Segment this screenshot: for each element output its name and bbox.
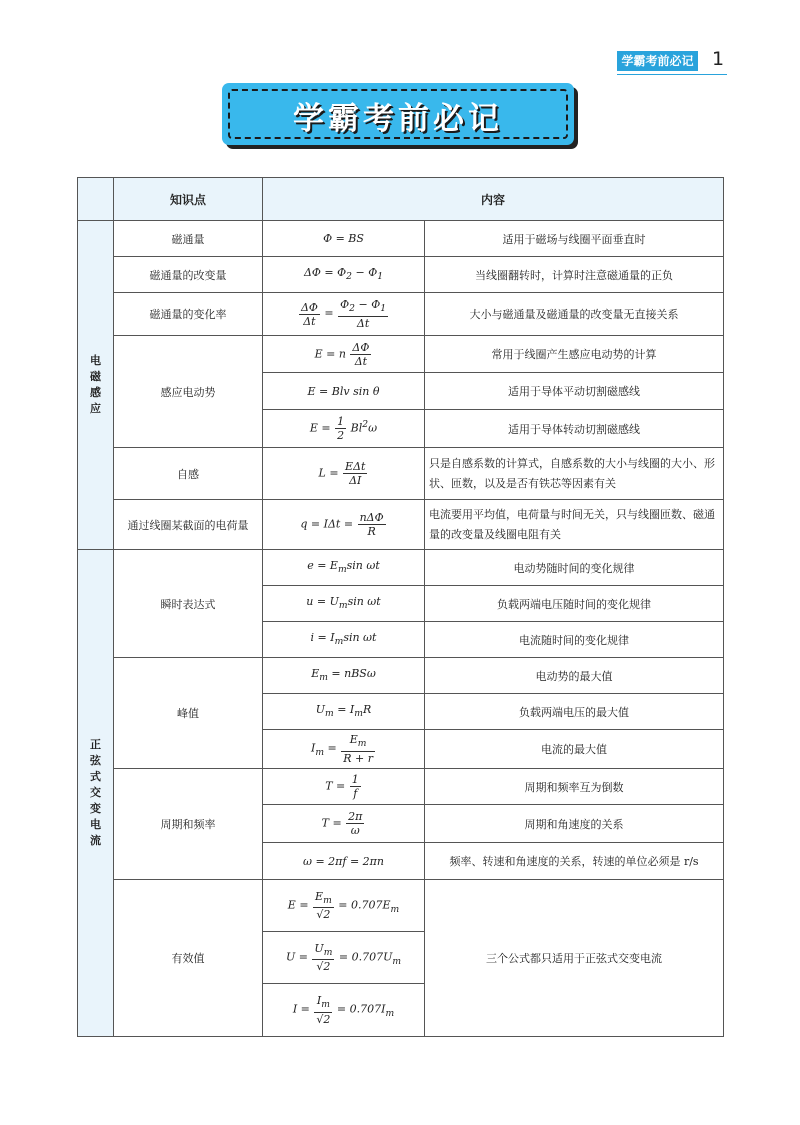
point-instant: 瞬时表达式	[114, 550, 263, 658]
desc-peak-b: 负载两端电压的最大值	[425, 694, 724, 730]
header-content: 内容	[263, 178, 724, 221]
formula-period-b: T = $\frac{2\pi}{\omega}$	[263, 805, 425, 843]
desc-period-b: 周期和角速度的关系	[425, 805, 724, 843]
point-self-induction: 自感	[114, 448, 263, 500]
formula-instant-c: $i = I_m\sin$ ωt	[263, 622, 425, 658]
knowledge-table	[77, 177, 724, 1037]
formula-flux-change: $\Delta\Phi = \Phi_2 - \Phi_1$	[263, 257, 425, 293]
header-rule	[617, 74, 727, 75]
title-banner	[222, 83, 574, 145]
point-charge: 通过线圈某截面的电荷量	[114, 500, 263, 550]
desc-emf-c: 适用于导体转动切割磁感线	[425, 410, 724, 448]
formula-flux-rate: $\frac{\Delta\Phi}{\Delta t}$ = $\frac{\Phi_2 - \Phi_1}{\Delta t}$	[263, 293, 425, 336]
desc-peak-a: 电动势的最大值	[425, 658, 724, 694]
desc-period-a: 周期和频率互为倒数	[425, 769, 724, 805]
header-point: 知识点	[114, 178, 263, 221]
page-number: 1	[712, 48, 725, 70]
point-flux-change: 磁通量的改变量	[114, 257, 263, 293]
formula-emf-a: E = n $\frac{\Delta\Phi}{\Delta t}$	[263, 336, 425, 373]
desc-peak-c: 电流的最大值	[425, 730, 724, 769]
formula-self-induction: L = $\frac{\text{EΔt}}{\Delta I}$	[263, 448, 425, 500]
desc-emf-a: 常用于线圈产生感应电动势的计算	[425, 336, 724, 373]
desc-instant-a: 电动势随时间的变化规律	[425, 550, 724, 586]
section-em	[78, 221, 114, 550]
point-emf: 感应电动势	[114, 336, 263, 448]
desc-instant-c: 电流随时间的变化规律	[425, 622, 724, 658]
formula-emf-b: E = Blv sin θ	[263, 373, 425, 410]
formula-flux: Φ = BS	[263, 221, 425, 257]
formula-emf-c: E = $\frac{1}{2}$ Bl$^2$ω	[263, 410, 425, 448]
formula-period-c: ω = 2πf = 2πn	[263, 843, 425, 880]
point-peak: 峰值	[114, 658, 263, 769]
section-ac	[78, 550, 114, 1037]
desc-period-c: 频率、转速和角速度的关系，转速的单位必须是 r/s	[425, 843, 724, 880]
point-period: 周期和频率	[114, 769, 263, 880]
desc-rms: 三个公式都只适用于正弦式交变电流	[425, 880, 724, 1037]
desc-flux-change: 当线圈翻转时，计算时注意磁通量的正负	[425, 257, 724, 293]
formula-peak-b: $U_m = I_mR$	[263, 694, 425, 730]
section-ac-label: 正弦式交变电流	[90, 738, 101, 847]
desc-charge: 电流要用平均值，电荷量与时间无关，只与线圈匝数、磁通量的改变量及线圈电阻有关	[425, 500, 724, 550]
point-flux: 磁通量	[114, 221, 263, 257]
formula-rms-c: I = $\frac{I_m}{√2}$ = $0.707I_m$	[263, 984, 425, 1037]
desc-flux: 适用于磁场与线圈平面垂直时	[425, 221, 724, 257]
formula-instant-b: $u = U_m\sin$ ωt	[263, 586, 425, 622]
desc-flux-rate: 大小与磁通量及磁通量的改变量无直接关系	[425, 293, 724, 336]
desc-self-induction: 只是自感系数的计算式，自感系数的大小与线圈的大小、形状、匝数，以及是否有铁芯等因素有关	[425, 448, 724, 500]
formula-peak-c: $I_m$ = $\frac{E_m}{R + r}$	[263, 730, 425, 769]
point-flux-rate: 磁通量的变化率	[114, 293, 263, 336]
formula-period-a: T = $\frac{1}{f}$	[263, 769, 425, 805]
formula-peak-a: $E_m = nBS\omega$	[263, 658, 425, 694]
corner-cell	[78, 178, 114, 221]
formula-charge: q = IΔt = $\frac{\text{nΔΦ}}{R}$	[263, 500, 425, 550]
formula-instant-a: $e = E_m\sin$ ωt	[263, 550, 425, 586]
formula-rms-b: U = $\frac{U_m}{√2}$ = $0.707U_m$	[263, 932, 425, 984]
point-rms: 有效值	[114, 880, 263, 1037]
section-em-label: 电磁感应	[90, 354, 101, 415]
banner-title: 学霸考前必记	[293, 101, 503, 137]
desc-instant-b: 负载两端电压随时间的变化规律	[425, 586, 724, 622]
header-tag: 学霸考前必记	[617, 51, 698, 71]
desc-emf-b: 适用于导体平动切割磁感线	[425, 373, 724, 410]
formula-rms-a: E = $\frac{E_m}{√2}$ = $0.707E_m$	[263, 880, 425, 932]
